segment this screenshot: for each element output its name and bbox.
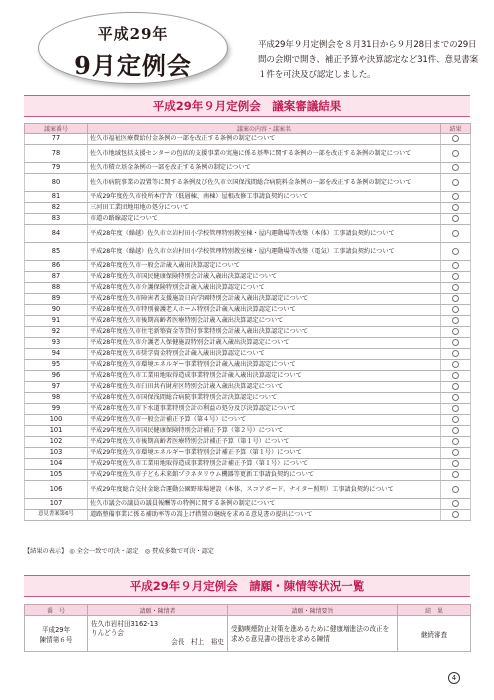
row-result	[441, 349, 471, 360]
row-number: 89	[25, 294, 88, 305]
double-circle-icon	[452, 416, 459, 423]
double-circle-icon	[452, 339, 459, 346]
table-row	[25, 360, 471, 371]
legend: 【結果の表示】 ◎ 全会一致で可決・認定 ◎ 賛成多数で可決・認定	[24, 548, 214, 555]
row-number: 77	[25, 134, 88, 145]
row-result	[441, 261, 471, 272]
page-number: 4	[448, 672, 460, 684]
row-result	[441, 459, 471, 470]
row-number: 105	[25, 470, 88, 481]
row-content: 平成29年度佐久市後期高齢者医療特別会計補正予算（第１号）について	[88, 437, 441, 448]
title-oval	[38, 12, 228, 84]
pet-header-summary: 請願・陳情要旨	[228, 605, 398, 616]
row-content: 平成29年度佐久市工業用地取得造成事業特別会計補正予算（第１号）について	[88, 459, 441, 470]
row-result	[441, 404, 471, 415]
row-number: 97	[25, 382, 88, 393]
table-row	[25, 214, 471, 225]
petition-row	[25, 616, 471, 652]
row-result	[441, 294, 471, 305]
row-result	[441, 360, 471, 371]
double-circle-icon	[452, 372, 459, 379]
results-header-row	[25, 124, 471, 134]
table-row	[25, 145, 471, 163]
row-number: 90	[25, 305, 88, 316]
row-result	[441, 283, 471, 294]
intro-text: 平成29年９月定例会を８月31日から９月28日までの29日間の会期で開き、補正予算や決算認定など31件、意見書案１件を可決及び認定しました。	[258, 40, 479, 80]
double-circle-icon	[452, 179, 459, 186]
row-content: 平成28年度佐久市国保浅間総合病院事業特別会計決算認定について	[88, 393, 441, 404]
row-content: 平成28年度佐久市住宅新築資金等貸付事業特別会計歳入歳出決算認定について	[88, 327, 441, 338]
table-row	[25, 192, 471, 203]
table-row	[25, 371, 471, 382]
section-title-petitions: 平成29年９月定例会 請願・陳情等状況一覧	[24, 575, 470, 597]
row-content: 平成29年度佐久市役所本庁舎（低層棟、南棟）屋根改修工事請負契約について	[88, 192, 441, 203]
row-number: 79	[25, 163, 88, 174]
row-result	[441, 327, 471, 338]
double-circle-icon	[452, 135, 459, 142]
double-circle-icon	[452, 284, 459, 291]
row-number: 107	[25, 499, 88, 510]
row-result	[441, 448, 471, 459]
header-no: 議案番号	[25, 124, 88, 134]
row-content: 三河田工業団地用地の処分について	[88, 203, 441, 214]
double-circle-icon	[452, 394, 459, 401]
row-number: 93	[25, 338, 88, 349]
row-content: 佐久市積立基金条例の一部を改正する条例の制定について	[88, 163, 441, 174]
row-result	[441, 163, 471, 174]
double-circle-icon	[452, 405, 459, 412]
double-circle-icon	[452, 328, 459, 335]
row-content: 平成29年度総合交付金総合運動公園野球場建設（本体、スコアボード、ナイター照明）工事請負契約について	[88, 481, 441, 499]
double-circle-icon	[452, 438, 459, 445]
petition-header-row	[25, 605, 471, 616]
row-result	[441, 272, 471, 283]
table-row	[25, 261, 471, 272]
row-content: 平成28年度佐久市環境エネルギー事業特別会計歳入歳出決算認定について	[88, 360, 441, 371]
pet-summary: 受動喫煙防止対策を進めるために健康増進法の改正を求める意見書の提出を求める陳情	[228, 616, 398, 652]
pet-address: 佐久市岩村田3162-13	[91, 620, 159, 628]
double-circle-icon	[452, 164, 459, 171]
table-row	[25, 316, 471, 327]
row-number: 104	[25, 459, 88, 470]
row-number: 92	[25, 327, 88, 338]
table-row	[25, 203, 471, 214]
table-row	[25, 174, 471, 192]
row-result	[441, 316, 471, 327]
row-content: 平成28年度佐久市国民健康保険特別会計歳入歳出決算認定について	[88, 272, 441, 283]
row-content: 平成29年度佐久市国民健康保険特別会計補正予算（第２号）について	[88, 426, 441, 437]
table-row	[25, 243, 471, 261]
double-circle-icon	[452, 486, 459, 493]
row-result	[441, 192, 471, 203]
row-result	[441, 426, 471, 437]
row-content: 平成28年度佐久市一般会計歳入歳出決算認定について	[88, 261, 441, 272]
row-number: 82	[25, 203, 88, 214]
table-row	[25, 481, 471, 499]
row-number: 80	[25, 174, 88, 192]
title-session: 9月定例会	[74, 51, 192, 80]
row-content: 平成28年度佐久市後期高齢者医療特別会計歳入歳出決算認定について	[88, 316, 441, 327]
row-result	[441, 225, 471, 243]
double-circle-icon	[452, 350, 459, 357]
row-content: 平成28年度佐久市介護保険特別会計歳入歳出決算認定について	[88, 283, 441, 294]
table-row	[25, 499, 471, 510]
table-row	[25, 426, 471, 437]
table-row	[25, 283, 471, 294]
table-row	[25, 415, 471, 426]
table-row	[25, 459, 471, 470]
double-circle-icon	[452, 295, 459, 302]
pet-header-petitioner: 請願・陳情者	[88, 605, 228, 616]
table-row	[25, 470, 471, 481]
table-row	[25, 305, 471, 316]
row-number: 81	[25, 192, 88, 203]
double-circle-icon	[452, 511, 459, 518]
double-circle-icon	[452, 248, 459, 255]
table-row	[25, 382, 471, 393]
pet-petitioner	[88, 616, 228, 652]
row-result	[441, 481, 471, 499]
row-number: 78	[25, 145, 88, 163]
double-circle-icon	[452, 204, 459, 211]
row-content: 平成29年度佐久市環境エネルギー事業特別会計補正予算（第１号）について	[88, 448, 441, 459]
double-circle-icon	[452, 230, 459, 237]
row-number: 86	[25, 261, 88, 272]
row-number: 87	[25, 272, 88, 283]
double-circle-icon	[452, 150, 459, 157]
row-result	[441, 437, 471, 448]
row-number: 意見書案第6号	[25, 510, 88, 521]
table-row	[25, 294, 471, 305]
row-content: 平成28年度佐久市介護老人保健施設特別会計歳入歳出決算認定について	[88, 338, 441, 349]
row-result	[441, 134, 471, 145]
table-row	[25, 393, 471, 404]
double-circle-icon	[452, 306, 459, 313]
double-circle-icon	[452, 262, 459, 269]
row-content: 佐久市議会の議員の議員報酬等の特例に関する条例の制定について	[88, 499, 441, 510]
double-circle-icon	[452, 361, 459, 368]
table-row	[25, 225, 471, 243]
row-number: 95	[25, 360, 88, 371]
row-result	[441, 371, 471, 382]
row-number: 102	[25, 437, 88, 448]
section-title-results: 平成29年９月定例会 議案審議結果	[24, 95, 470, 117]
table-row	[25, 404, 471, 415]
header-content: 議案の内容・議案名	[88, 124, 441, 134]
petition-table	[24, 604, 471, 652]
results-table	[24, 123, 471, 521]
double-circle-icon	[452, 500, 459, 507]
row-number: 106	[25, 481, 88, 499]
row-content: 平成28年度佐久市特別養護老人ホーム特別会計歳入歳出決算認定について	[88, 305, 441, 316]
row-content: 平成28年度（繰越）佐久市立岩村田小学校管理特別教室棟・屋内運動場等改築（電気）工事請負契約について	[88, 243, 441, 261]
row-result	[441, 305, 471, 316]
row-content: 平成29年度佐久市一般会計補正予算（第４号）について	[88, 415, 441, 426]
table-row	[25, 437, 471, 448]
pet-header-result: 結 果	[398, 605, 471, 616]
table-row	[25, 448, 471, 459]
row-result	[441, 415, 471, 426]
table-row	[25, 272, 471, 283]
row-result	[441, 145, 471, 163]
row-content: 平成28年度（繰越）佐久市立岩村田小学校管理特別教室棟・屋内運動場等改築（本体）工事請負契約について	[88, 225, 441, 243]
double-circle-icon	[452, 427, 459, 434]
table-row	[25, 163, 471, 174]
row-result	[441, 499, 471, 510]
row-number: 98	[25, 393, 88, 404]
row-content: 佐久市福祉医療費給付金条例の一部を改正する条例の制定について	[88, 134, 441, 145]
row-number: 100	[25, 415, 88, 426]
row-result	[441, 214, 471, 225]
row-number: 85	[25, 243, 88, 261]
row-content: 平成28年度佐久市工業用地取得造成事業特別会計歳入歳出決算認定について	[88, 371, 441, 382]
row-content: 平成29年度佐久市子ども未来館プラネタリウム機器等更新工事請負契約について	[88, 470, 441, 481]
double-circle-icon	[452, 215, 459, 222]
double-circle-icon	[452, 460, 459, 467]
double-circle-icon	[452, 383, 459, 390]
table-row	[25, 338, 471, 349]
row-result	[441, 243, 471, 261]
double-circle-icon	[452, 193, 459, 200]
pet-result: 継続審査	[398, 616, 471, 652]
table-row	[25, 349, 471, 360]
double-circle-icon	[452, 471, 459, 478]
row-result	[441, 393, 471, 404]
row-number: 103	[25, 448, 88, 459]
row-number: 96	[25, 371, 88, 382]
pet-rep: 会長 村上 裕史	[171, 638, 224, 646]
table-row	[25, 134, 471, 145]
pet-no: 平成29年 陳情第６号	[25, 616, 88, 652]
row-content: 佐久市病院事業の設置等に関する条例及び佐久市立国保浅間総合病院料金条例の一部を改正する条例の制定について	[88, 174, 441, 192]
row-result	[441, 382, 471, 393]
header-result: 結果	[441, 124, 471, 134]
double-circle-icon	[452, 449, 459, 456]
double-circle-icon	[452, 317, 459, 324]
table-row	[25, 327, 471, 338]
row-number: 84	[25, 225, 88, 243]
row-content: 平成28年度佐久市障害者支援施設日向学園特別会計歳入歳出決算認定について	[88, 294, 441, 305]
table-row	[25, 510, 471, 521]
row-content: 市道の路線認定について	[88, 214, 441, 225]
title-year: 平成29年	[97, 25, 169, 43]
row-result	[441, 510, 471, 521]
double-circle-icon	[452, 273, 459, 280]
row-result	[441, 203, 471, 214]
row-number: 99	[25, 404, 88, 415]
row-result	[441, 338, 471, 349]
row-number: 88	[25, 283, 88, 294]
row-number: 101	[25, 426, 88, 437]
row-result	[441, 470, 471, 481]
row-content: 佐久市地域包括支援センターの包括的支援事業の実施に係る基準に関する条例の一部を改正する条例の制定について	[88, 145, 441, 163]
pet-org: りんどう会	[91, 629, 124, 637]
row-result	[441, 174, 471, 192]
row-content: 平成28年度佐久市下水道事業特別会計の利益の処分及び決算認定について	[88, 404, 441, 415]
row-number: 91	[25, 316, 88, 327]
row-number: 94	[25, 349, 88, 360]
row-content: 平成28年度佐久市臼田共有財産区特別会計歳入歳出決算認定について	[88, 382, 441, 393]
pet-header-no: 番 号	[25, 605, 88, 616]
row-content: 道路整備事業に係る補助率等の嵩上げ措置の継続を求める意見書の提出について	[88, 510, 441, 521]
row-content: 平成28年度佐久市奨学資金特別会計歳入歳出決算認定について	[88, 349, 441, 360]
row-number: 83	[25, 214, 88, 225]
